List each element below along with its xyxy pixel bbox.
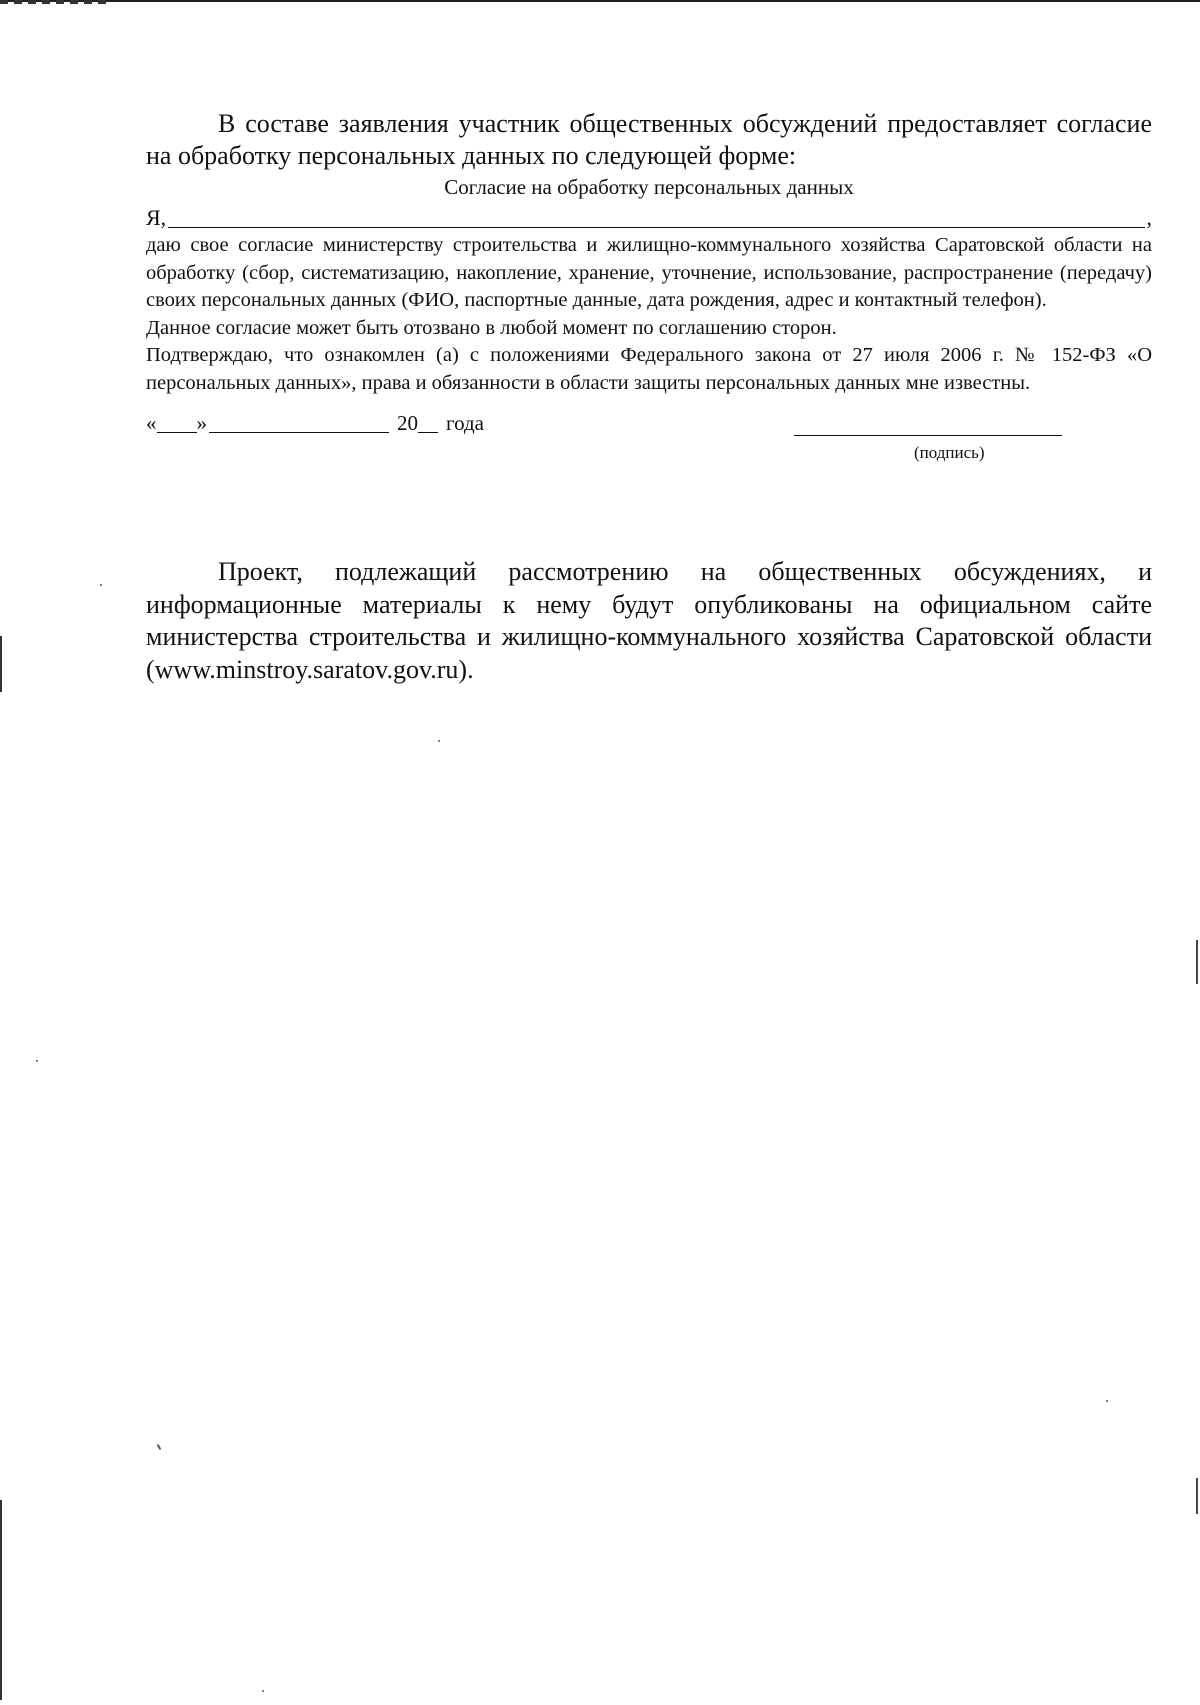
consent-title: Согласие на обработку персональных данных [444, 175, 854, 199]
scan-edge-top-dash [0, 0, 110, 4]
signature-blank [794, 435, 1062, 436]
date-line [146, 411, 484, 436]
name-blank-field [168, 207, 1144, 228]
name-line [146, 204, 1152, 232]
scan-speck [438, 740, 440, 742]
scan-speck [262, 1690, 264, 1692]
consent-body: даю свое согласие министерству строительства и жилищно-коммунального хозяйства Саратовской области на обработку (сбор, систематизацию, накопление, хранение, уточнение, использование, распространение (передачу) своих персональных данных (ФИО, паспортные данные, дата рождения, адрес и контактный телефон). [146, 234, 1152, 311]
name-prefix: Я, [146, 205, 167, 230]
signature-caption: (подпись) [914, 443, 985, 462]
date-close-quote: » [196, 411, 207, 435]
scan-edge-right-mark [1196, 940, 1198, 984]
month-blank [209, 412, 389, 433]
scan-speck [1106, 1400, 1108, 1402]
year-prefix: 20 [397, 411, 418, 435]
day-blank [157, 412, 197, 433]
scan-edge-right-mark [1196, 1478, 1198, 1514]
document-content [146, 108, 1152, 684]
scan-edge-left-mark [0, 1500, 2, 1700]
intro-paragraph: В составе заявления участник общественных обсуждений предоставляет согласие на обработку персональных данных по следующей форме: [146, 109, 1152, 170]
consent-revocation: Данное согласие может быть отозвано в любой момент по соглашению сторон. [146, 316, 837, 339]
scan-speck [36, 1060, 38, 1062]
scan-speck [100, 584, 102, 586]
date-signature-row [146, 403, 1152, 462]
name-suffix: , [1146, 205, 1152, 230]
scan-edge-left-mark [0, 636, 2, 692]
scan-edge-top [0, 0, 1200, 2]
year-suffix: года [446, 411, 484, 435]
scan-speck [157, 1444, 162, 1450]
date-open-quote: « [146, 411, 157, 435]
consent-acknowledgement: Подтверждаю, что ознакомлен (а) с положениями Федерального закона от 27 июля 2006 г. № 152-ФЗ «О персональных данных», права и обязанности в области защиты персональных данных мне известны. [146, 344, 1152, 394]
project-paragraph: Проект, подлежащий рассмотрению на общественных обсуждениях, и информационные материалы к нему будут опубликованы на официальном сайте министерства строительства и жилищно-коммунального хозяйства Саратовской области (www.minstroy.saratov.gov.ru). [146, 557, 1152, 684]
year-blank [418, 412, 438, 433]
